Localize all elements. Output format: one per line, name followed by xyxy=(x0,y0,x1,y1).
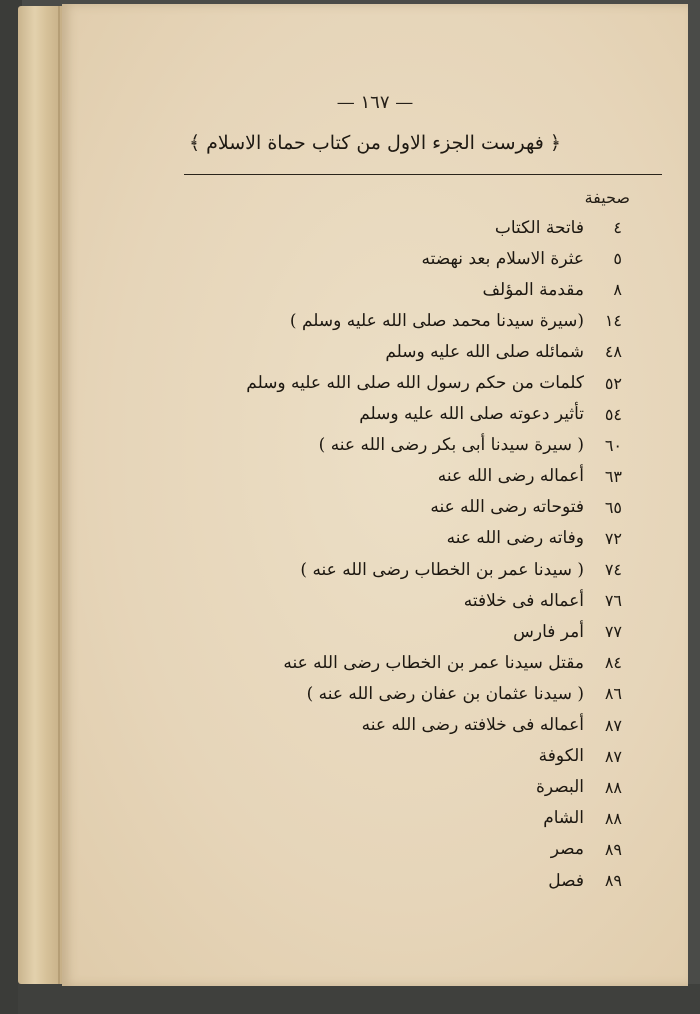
toc-title: الشام xyxy=(543,808,584,829)
book-page xyxy=(62,4,688,986)
page-number: — ١٦٧ — xyxy=(336,92,414,113)
toc-entry xyxy=(222,305,622,336)
toc-title: فاتحة الكتاب xyxy=(494,217,584,238)
toc-page-number: ٧٧ xyxy=(604,622,622,642)
toc-title: أعماله رضى الله عنه xyxy=(437,466,584,487)
toc-entry xyxy=(222,243,622,274)
toc-entry xyxy=(222,616,622,647)
toc-page-number: ٥ xyxy=(613,249,622,269)
toc-page-number: ٦٠ xyxy=(604,435,622,455)
toc-title: تأثير دعوته صلى الله عليه وسلم xyxy=(359,404,584,425)
toc-entry xyxy=(222,647,622,678)
page-stack-edge xyxy=(18,6,66,984)
toc-entry xyxy=(222,772,622,803)
toc-title: ( سيرة سيدنا أبى بكر رضى الله عنه ) xyxy=(318,435,584,456)
page-title: ﴿ فهرست الجزء الاول من كتاب حماة الاسلام ﴾ xyxy=(188,132,562,154)
toc-page-number: ٨ xyxy=(613,280,622,300)
toc-page-number: ٨٩ xyxy=(604,871,622,891)
toc-page-number: ١٤ xyxy=(604,311,622,331)
toc-title: مقتل سيدنا عمر بن الخطاب رضى الله عنه xyxy=(283,652,584,673)
toc-title: الكوفة xyxy=(538,746,584,767)
toc-entry xyxy=(222,741,622,772)
book-cover-bottom xyxy=(18,984,700,1014)
toc-page-number: ٤٨ xyxy=(604,342,622,362)
toc-title: ( سيدنا عثمان بن عفان رضى الله عنه ) xyxy=(306,683,584,704)
toc-title: البصرة xyxy=(535,777,584,798)
toc-entry xyxy=(222,834,622,865)
toc-entry xyxy=(222,430,622,461)
toc-entry xyxy=(222,367,622,398)
toc-title: ( سيدنا عمر بن الخطاب رضى الله عنه ) xyxy=(300,559,584,580)
toc-title: أعماله فى خلافته xyxy=(463,590,584,611)
title-divider xyxy=(184,174,662,175)
toc-page-number: ٧٤ xyxy=(604,560,622,580)
toc-entry xyxy=(222,461,622,492)
toc-entry xyxy=(222,399,622,430)
toc-entry xyxy=(222,523,622,554)
toc-page-number: ٦٣ xyxy=(604,466,622,486)
toc-title: أعماله فى خلافته رضى الله عنه xyxy=(361,715,584,736)
toc-page-number: ٤ xyxy=(613,218,622,238)
toc-title: وفاته رضى الله عنه xyxy=(446,528,584,549)
toc-page-number: ٧٢ xyxy=(604,528,622,548)
toc-entry xyxy=(222,492,622,523)
toc-title: عثرة الاسلام بعد نهضته xyxy=(421,248,584,269)
toc-entry xyxy=(222,710,622,741)
toc-entry xyxy=(222,865,622,896)
toc-entry xyxy=(222,274,622,305)
toc-entry xyxy=(222,803,622,834)
toc-title: (سيرة سيدنا محمد صلى الله عليه وسلم ) xyxy=(289,310,584,331)
toc-page-number: ٥٢ xyxy=(604,373,622,393)
toc-page-number: ٨٨ xyxy=(604,808,622,828)
toc-page-number: ٥٤ xyxy=(604,404,622,424)
toc-entry xyxy=(222,678,622,709)
toc-page-number: ٨٤ xyxy=(604,653,622,673)
toc-title: فتوحاته رضى الله عنه xyxy=(430,497,584,518)
table-of-contents xyxy=(222,212,622,896)
toc-title: أمر فارس xyxy=(513,621,584,642)
toc-entry xyxy=(222,554,622,585)
toc-title: فصل xyxy=(548,870,584,891)
toc-page-number: ٨٨ xyxy=(604,777,622,797)
toc-entry xyxy=(222,585,622,616)
toc-title: مصر xyxy=(550,839,584,860)
toc-entry xyxy=(222,212,622,243)
toc-page-number: ٦٥ xyxy=(604,497,622,517)
page-column-header: صحيفة xyxy=(584,188,630,207)
toc-page-number: ٨٩ xyxy=(604,839,622,859)
toc-title: كلمات من حكم رسول الله صلى الله عليه وسلم xyxy=(246,373,584,394)
toc-title: شمائله صلى الله عليه وسلم xyxy=(385,341,584,362)
toc-title: مقدمة المؤلف xyxy=(482,279,584,300)
toc-page-number: ٨٧ xyxy=(604,746,622,766)
toc-page-number: ٨٦ xyxy=(604,684,622,704)
toc-page-number: ٨٧ xyxy=(604,715,622,735)
toc-entry xyxy=(222,336,622,367)
toc-page-number: ٧٦ xyxy=(604,591,622,611)
